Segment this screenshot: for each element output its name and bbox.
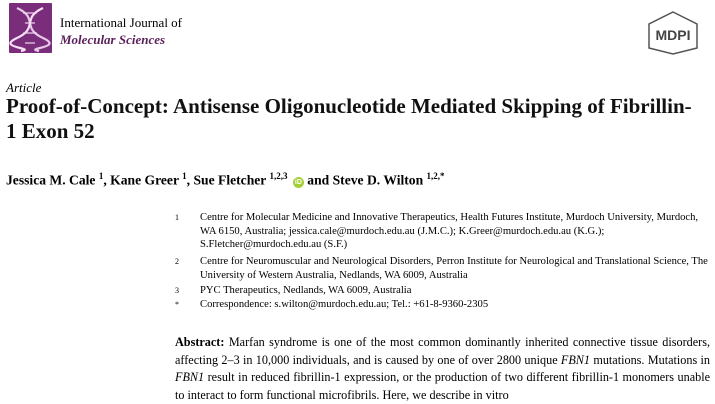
- abstract-text: result in reduced fibrillin-1 expression, or the production of two different fibrillin-1 monomers unable to interact to form functional microfibrils. Here, we describe in vitro: [175, 370, 710, 402]
- author-list: [6, 171, 445, 189]
- abstract-label: Abstract:: [175, 335, 225, 349]
- journal-logo: [9, 3, 52, 53]
- affiliation-mark: 3: [175, 286, 179, 295]
- author-separator: ,: [103, 172, 111, 188]
- publisher-logo[interactable]: [645, 10, 701, 56]
- author-name[interactable]: Kane Greer: [110, 172, 179, 188]
- affiliation-mark: 1: [175, 213, 179, 222]
- dna-helix-icon: [9, 3, 52, 53]
- author-affiliation-mark: 1: [182, 171, 187, 181]
- publisher-name: MDPI: [655, 27, 691, 43]
- affiliation-text: Centre for Neuromuscular and Neurological Disorders, Perron Institute for Neurological and Translational Science, The University of Western Australia, Nedlands, WA 6009, Australia: [200, 256, 708, 281]
- orcid-icon[interactable]: iD: [294, 178, 302, 186]
- author-separator: ,: [186, 172, 194, 188]
- article-title: Proof-of-Concept: Antisense Oligonucleotide Mediated Skipping of Fibrillin-1 Exon 52: [6, 94, 692, 143]
- affiliation-mark: *: [175, 300, 179, 309]
- mdpi-logo-icon: [645, 10, 701, 56]
- affiliation-text: Correspondence: s.wilton@murdoch.edu.au; Tel.: +61-8-9360-2305: [200, 299, 489, 310]
- abstract-text: Marfan syndrome is one of the most common dominantly inherited connective tissue disorders, affecting 2–3 in 10,000 individuals, and is caused by one of over 2800 unique: [175, 335, 710, 367]
- affiliation-mark: 2: [175, 257, 179, 266]
- article-type: Article: [6, 80, 42, 95]
- author-name[interactable]: Steve D. Wilton: [332, 172, 424, 188]
- journal-name-line2: Molecular Sciences: [60, 32, 166, 47]
- gene-name: FBN1: [175, 370, 205, 384]
- author-name[interactable]: Jessica M. Cale: [6, 172, 96, 188]
- author-separator: and: [307, 172, 333, 188]
- affiliation-text: Centre for Molecular Medicine and Innovative Therapeutics, Health Futures Institute, Murdoch University, Murdoch, WA 6150, Australia; jessica.cale@murdoch.edu.au (J.M.C.); K.Greer@murdoch.edu.au (K.G.); S.Fletcher@murdoch.edu.au (S.F.): [200, 212, 699, 251]
- author-name[interactable]: Sue Fletcher: [193, 172, 267, 188]
- affiliation-text: PYC Therapeutics, Nedlands, WA 6009, Australia: [200, 285, 412, 296]
- author-affiliation-mark: 1: [98, 171, 104, 181]
- journal-name-line1: International Journal of: [60, 15, 183, 30]
- abstract-text: mutations. Mutations in: [590, 352, 710, 367]
- abstract: [175, 334, 710, 404]
- journal-name: [60, 14, 182, 48]
- gene-name: FBN1: [560, 352, 591, 367]
- author-affiliation-mark: 1,2,3: [269, 171, 288, 181]
- author-affiliation-mark: 1,2,*: [426, 171, 445, 181]
